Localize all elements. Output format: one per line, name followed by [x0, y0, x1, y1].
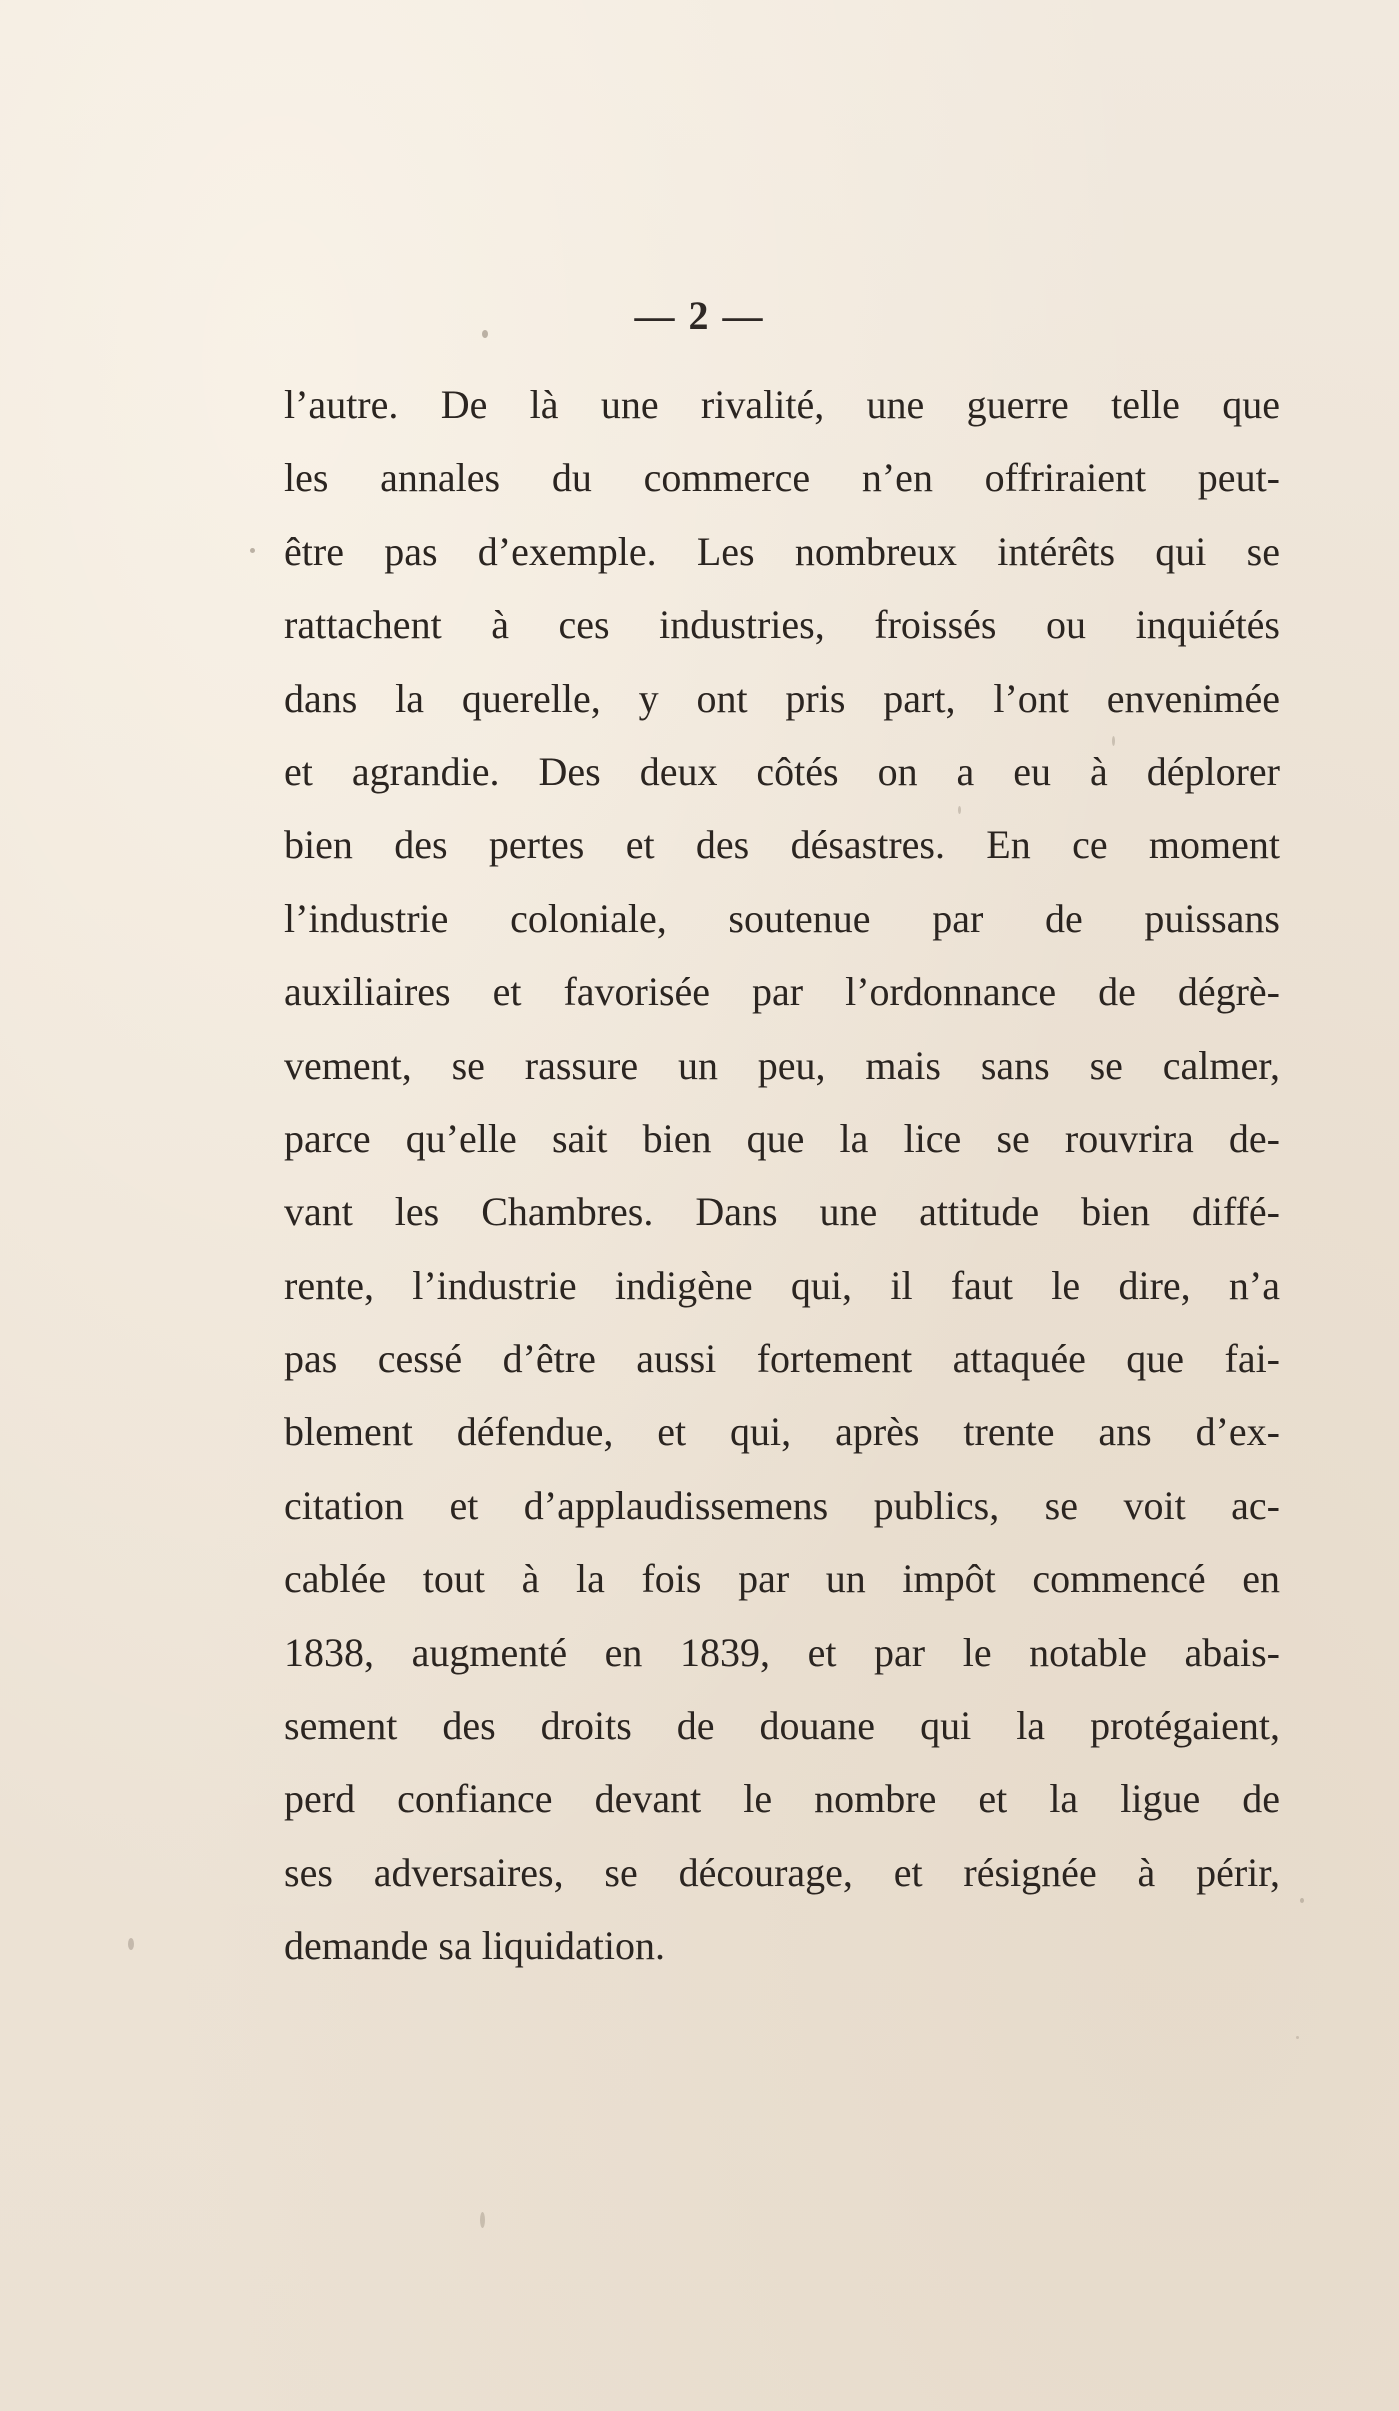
text-line: parce qu’elle sait bien que la lice se rouvrira de-: [284, 1115, 1280, 1161]
text-line: citation et d’applaudissemens publics, se voit ac-: [284, 1482, 1280, 1528]
paper-speck: [1112, 736, 1115, 746]
text-line: rattachent à ces industries, froissés ou inquiétés: [284, 602, 1280, 648]
paper-speck: [482, 330, 488, 338]
text-line: vant les Chambres. Dans une attitude bien diffé-: [284, 1189, 1280, 1235]
paper-speck: [1300, 1898, 1304, 1903]
text-line: pas cessé d’être aussi fortement attaquée que fai-: [284, 1336, 1280, 1382]
text-line: vement, se rassure un peu, mais sans se calmer,: [284, 1042, 1280, 1088]
text-line: perd confiance devant le nombre et la ligue de: [284, 1776, 1280, 1822]
text-line: l’industrie coloniale, soutenue par de puissans: [284, 895, 1280, 941]
text-line: sement des droits de douane qui la protégaient,: [284, 1703, 1280, 1749]
text-line: les annales du commerce n’en offriraient peut-: [284, 455, 1280, 501]
text-line: ses adversaires, se décourage, et résignée à périr,: [284, 1849, 1280, 1895]
text-line: 1838, augmenté en 1839, et par le notable abais-: [284, 1629, 1280, 1675]
text-line: l’autre. De là une rivalité, une guerre telle que: [284, 382, 1280, 427]
text-line: rente, l’industrie indigène qui, il faut le dire, n’a: [284, 1262, 1280, 1308]
paper-speck: [958, 806, 961, 814]
text-line: bien des pertes et des désastres. En ce moment: [284, 822, 1280, 868]
text-line: dans la querelle, y ont pris part, l’ont envenimée: [284, 675, 1280, 721]
text-line: blement défendue, et qui, après trente ans d’ex-: [284, 1409, 1280, 1455]
paper-speck: [250, 548, 255, 553]
text-line: cablée tout à la fois par un impôt commencé en: [284, 1556, 1280, 1602]
text-line: auxiliaires et favorisée par l’ordonnance de dégrè-: [284, 969, 1280, 1015]
page-number: — 2 —: [634, 293, 765, 338]
text-line: être pas d’exemple. Les nombreux intérêts qui se: [284, 528, 1280, 574]
text-line: demande sa liquidation.: [284, 1923, 666, 1969]
paper-speck: [480, 2212, 485, 2228]
body-text: [284, 368, 1280, 1983]
text-line: et agrandie. Des deux côtés on a eu à déplorer: [284, 748, 1280, 794]
paper-speck: [128, 1938, 134, 1950]
paper-speck: [1296, 2036, 1299, 2039]
